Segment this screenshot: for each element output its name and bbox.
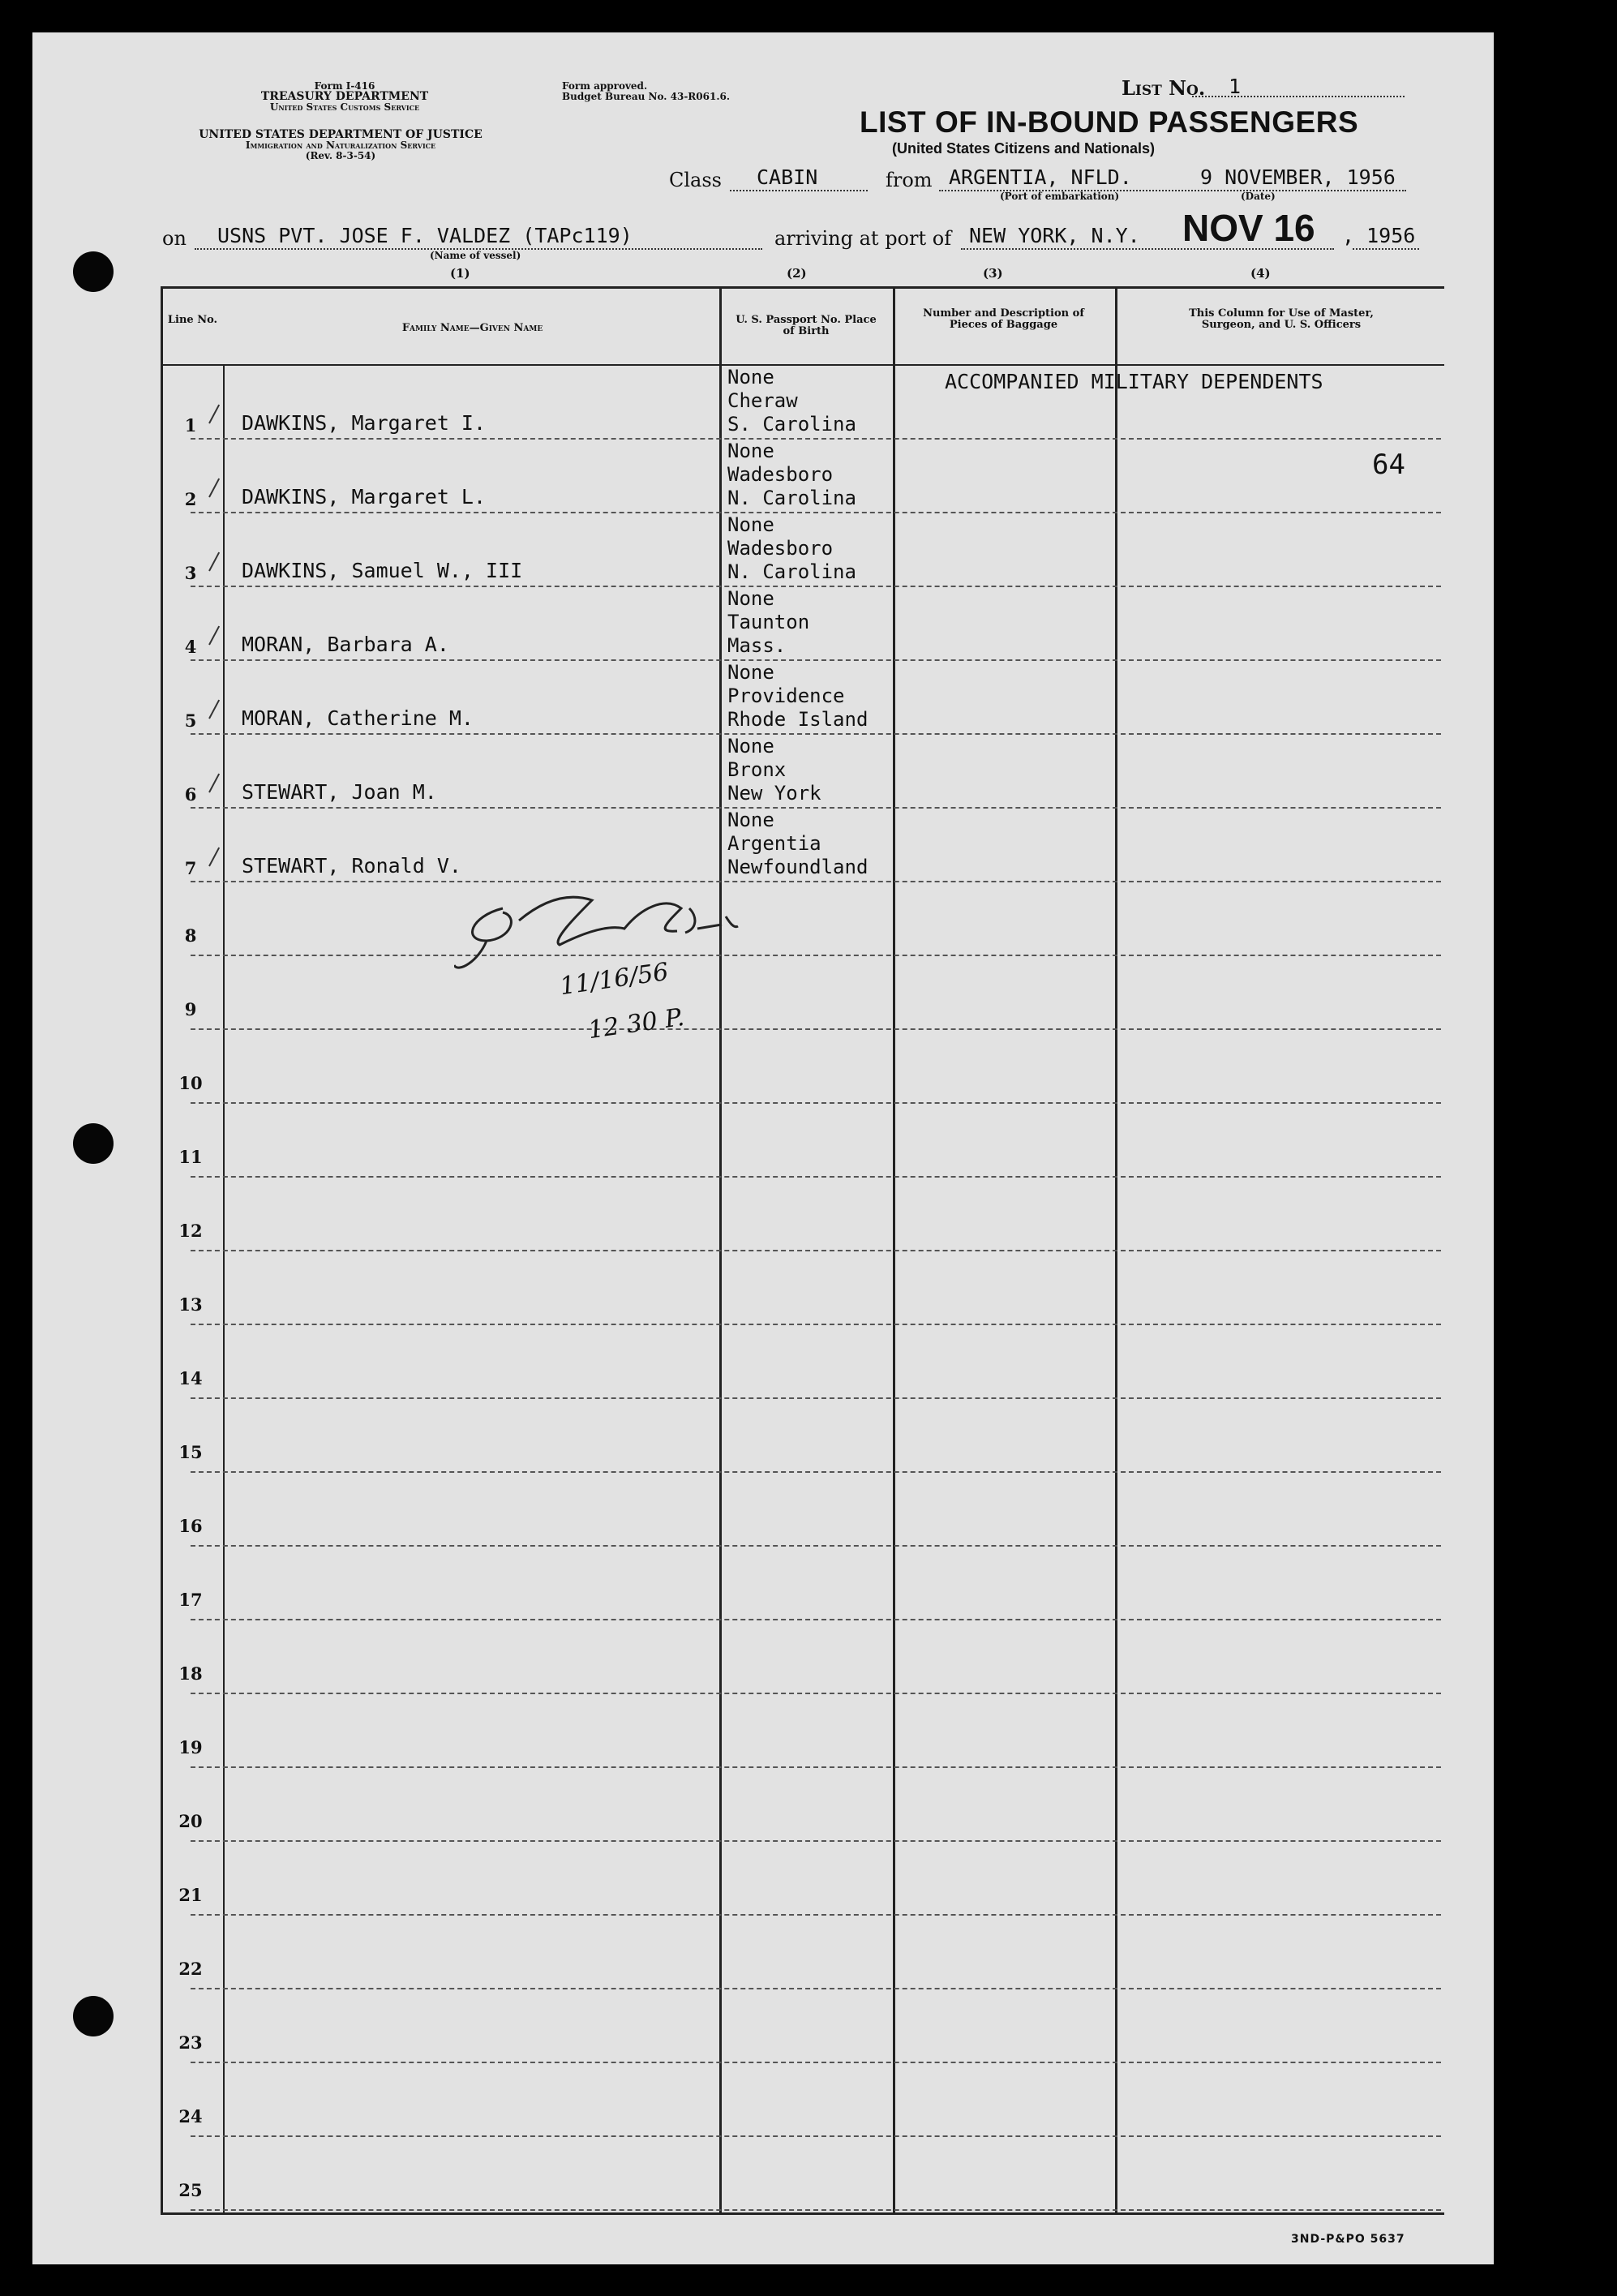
- line-number: 4: [184, 637, 197, 657]
- form-number: Form I-416: [314, 80, 375, 92]
- line-number: 24: [178, 2106, 203, 2126]
- passport-and-birthplace: [727, 440, 856, 510]
- line-number: 8: [184, 925, 197, 946]
- birthplace-line: N. Carolina: [727, 487, 856, 509]
- year-line: [1353, 248, 1419, 250]
- row-divider: [191, 1766, 1441, 1768]
- table-bottom-border: [161, 2212, 1444, 2215]
- passenger-name: MORAN, Catherine M.: [242, 706, 474, 730]
- passport-and-birthplace: [727, 366, 856, 436]
- line-number: 15: [178, 1442, 203, 1462]
- row-divider: [191, 2135, 1441, 2137]
- binder-hole: [73, 1996, 114, 2036]
- arrival-year: , 1956: [1342, 224, 1416, 247]
- arriving-label: arriving at port of: [774, 227, 952, 250]
- approval-block: [562, 81, 730, 102]
- passport-number: None: [727, 661, 774, 684]
- passport-number: None: [727, 587, 774, 610]
- col-num-2: (2): [787, 266, 807, 281]
- line-number: 20: [178, 1811, 203, 1831]
- birthplace-line: Wadesboro: [727, 463, 834, 486]
- passenger-name: MORAN, Barbara A.: [242, 633, 449, 656]
- page-subtitle: (United States Citizens and Nationals): [892, 140, 1156, 157]
- row-divider: [191, 1693, 1441, 1694]
- arrival-port: NEW YORK, N.Y.: [969, 224, 1140, 247]
- row-divider: [191, 1471, 1441, 1473]
- line-number: 11: [178, 1147, 203, 1167]
- row-divider: [191, 586, 1441, 587]
- printer-code: 3ND-P&PO 5637: [1291, 2233, 1405, 2246]
- line-number: 9: [184, 999, 197, 1019]
- birthplace-line: Bronx: [727, 758, 787, 781]
- class-line: [730, 190, 868, 191]
- birthplace-line: Mass.: [727, 634, 787, 657]
- line-number: 16: [178, 1516, 203, 1536]
- binder-hole: [73, 251, 114, 292]
- line-number: 10: [178, 1073, 203, 1093]
- row-divider: [191, 1324, 1441, 1325]
- line-number: 17: [178, 1590, 203, 1610]
- col-num-3: (3): [983, 266, 1003, 281]
- birthplace-line: New York: [727, 782, 821, 805]
- line-number: 1: [184, 415, 197, 436]
- dependents-note: ACCOMPANIED MILITARY DEPENDENTS: [945, 370, 1323, 393]
- budget-bureau: Budget Bureau No. 43-R061.6.: [562, 91, 731, 102]
- header-line-no: Line No.: [167, 314, 218, 326]
- page-title: LIST OF IN-BOUND PASSENGERS: [860, 105, 1359, 139]
- birthplace-line: S. Carolina: [727, 413, 856, 436]
- service-2: Immigration and Naturalization Service: [245, 139, 436, 151]
- row-divider: [191, 1914, 1441, 1916]
- birthplace-line: Providence: [727, 685, 845, 707]
- list-no-value: 1: [1229, 75, 1242, 98]
- class-value: CABIN: [757, 165, 818, 189]
- passenger-name: DAWKINS, Margaret L.: [242, 485, 487, 509]
- port-caption: (Port of embarkation): [1000, 191, 1120, 202]
- line-number: 25: [178, 2180, 203, 2200]
- birthplace-line: Wadesboro: [727, 537, 834, 560]
- row-divider: [191, 1397, 1441, 1399]
- line-number: 21: [178, 1885, 203, 1905]
- date-caption: (Date): [1241, 191, 1276, 202]
- from-value: ARGENTIA, NFLD.: [949, 165, 1132, 189]
- passport-number: None: [727, 440, 774, 462]
- passenger-name: STEWART, Joan M.: [242, 780, 437, 804]
- line-number: 23: [178, 2032, 203, 2053]
- line-number: 13: [178, 1294, 203, 1315]
- officer-mark: 64: [1372, 448, 1405, 481]
- agency-block: [191, 81, 499, 113]
- form-approved: Form approved.: [562, 80, 648, 92]
- row-divider: [191, 1545, 1441, 1547]
- birthplace-line: Argentia: [727, 832, 821, 855]
- passenger-name: STEWART, Ronald V.: [242, 854, 461, 878]
- arrival-stamp: NOV 16: [1182, 207, 1315, 249]
- row-divider: [191, 2062, 1441, 2063]
- list-no-label: List No.: [1122, 76, 1206, 100]
- revision: (Rev. 8-3-54): [305, 150, 376, 161]
- passenger-name: DAWKINS, Margaret I.: [242, 411, 487, 435]
- row-divider: [191, 2209, 1441, 2211]
- passport-number: None: [727, 366, 774, 388]
- vessel-caption: (Name of vessel): [430, 250, 521, 261]
- departure-date: 9 NOVEMBER, 1956: [1200, 165, 1396, 189]
- row-divider: [191, 1619, 1441, 1620]
- list-no-line: [1192, 96, 1405, 97]
- birthplace-line: Rhode Island: [727, 708, 869, 731]
- passport-and-birthplace: [727, 513, 856, 584]
- line-number: 3: [184, 563, 197, 583]
- line-number: 5: [184, 710, 197, 731]
- service: United States Customs Service: [269, 101, 420, 113]
- passport-number: None: [727, 809, 774, 831]
- line-number: 14: [178, 1368, 203, 1388]
- line-number: 2: [184, 489, 197, 509]
- row-divider: [191, 1840, 1441, 1842]
- passport-number: None: [727, 735, 774, 757]
- row-divider: [191, 1176, 1441, 1178]
- line-number: 22: [178, 1959, 203, 1979]
- row-divider: [191, 1250, 1441, 1251]
- on-label: on: [162, 227, 187, 250]
- line-number: 19: [178, 1737, 203, 1757]
- passport-and-birthplace: [727, 735, 821, 805]
- binder-hole: [73, 1123, 114, 1164]
- from-label: from: [886, 169, 933, 191]
- line-no-divider: [223, 364, 225, 2215]
- passport-number: None: [727, 513, 774, 536]
- passenger-name: DAWKINS, Samuel W., III: [242, 559, 523, 582]
- passport-and-birthplace: [727, 809, 868, 879]
- birthplace-line: N. Carolina: [727, 560, 856, 583]
- class-label: Class: [669, 169, 722, 191]
- passport-and-birthplace: [727, 661, 868, 732]
- department: TREASURY DEPARTMENT: [260, 90, 429, 103]
- vessel-value: USNS PVT. JOSE F. VALDEZ (TAPc119): [217, 224, 633, 247]
- row-divider: [191, 1102, 1441, 1104]
- signature-date: 11/16/56: [558, 957, 671, 1002]
- signature-time: 12 30 P.: [586, 1002, 686, 1045]
- agency-block-2: [154, 130, 527, 161]
- row-divider: [191, 1988, 1441, 1989]
- department-2: UNITED STATES DEPARTMENT OF JUSTICE: [199, 128, 483, 141]
- birthplace-line: Newfoundland: [727, 856, 869, 878]
- line-number: 12: [178, 1221, 203, 1241]
- header-passport: U. S. Passport No. Place of Birth: [736, 314, 877, 337]
- passport-and-birthplace: [727, 587, 809, 658]
- birthplace-line: Taunton: [727, 611, 810, 633]
- birthplace-line: Cheraw: [727, 389, 798, 412]
- header-baggage: Number and Description of Pieces of Baggage: [923, 307, 1084, 331]
- col-num-1: (1): [450, 266, 470, 281]
- row-divider: [191, 881, 1441, 882]
- col-num-4: (4): [1250, 266, 1271, 281]
- table-top-border: [161, 286, 1444, 289]
- row-divider: [191, 955, 1441, 956]
- header-officers: This Column for Use of Master, Surgeon, and U. S. Officers: [1189, 307, 1374, 331]
- line-number: 7: [184, 858, 197, 878]
- line-number: 6: [184, 784, 197, 805]
- header-name: Family Name—Given Name: [401, 322, 543, 334]
- row-divider: [191, 1028, 1441, 1030]
- line-number: 18: [178, 1663, 203, 1684]
